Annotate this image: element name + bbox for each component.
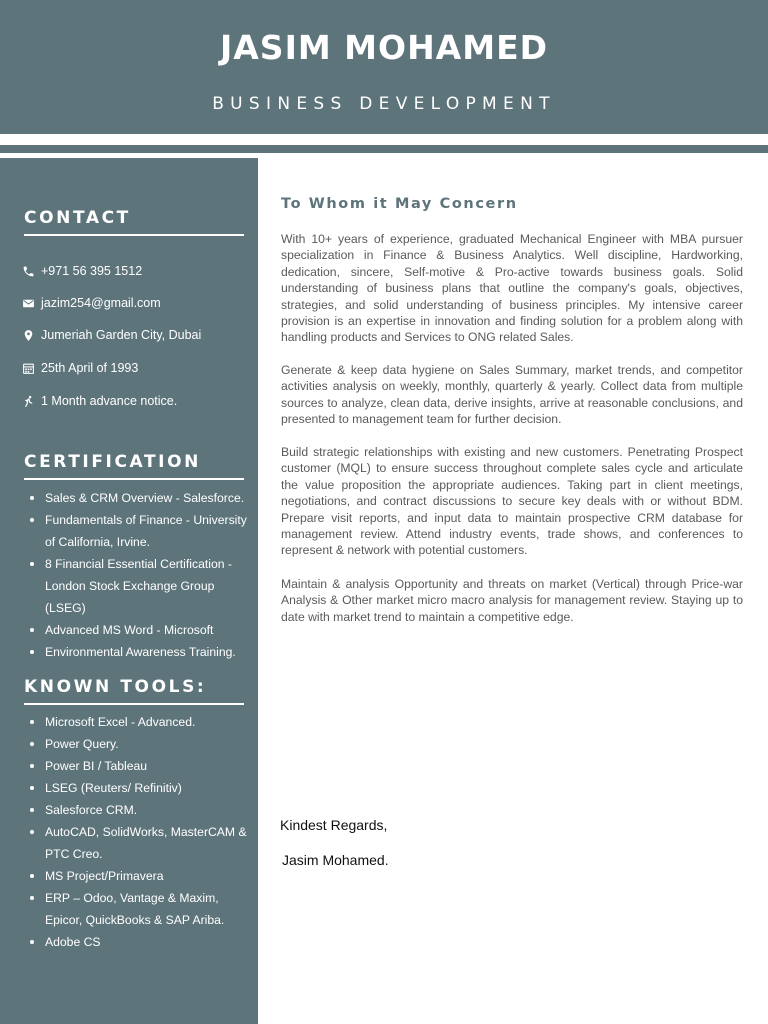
tool-item: AutoCAD, SolidWorks, MasterCAM & PTC Creo. xyxy=(28,821,254,865)
calendar-icon xyxy=(22,362,35,375)
contact-location xyxy=(22,326,252,344)
tool-item: Power Query. xyxy=(28,733,254,755)
certification-item: Advanced MS Word - Microsoft xyxy=(28,619,254,641)
letter-paragraph: Build strategic relationships with existing and new customers. Penetrating Prospect customer (MQL) to ensure success throughout complete sales cycle and articulate the value proposition the appropriate audiences. Taking part in client meetings, negotiations, and contract discussions to secure key deals with or without BDM. Prepare visit reports, and input data to maintain prospective CRM database for management review. Attend industry events, trade shows, and conferences to represent & network with potential customers. xyxy=(281,445,743,558)
tool-item: ERP – Odoo, Vantage & Maxim, Epicor, QuickBooks & SAP Ariba. xyxy=(28,887,254,931)
contact-notice-text: 1 Month advance notice. xyxy=(41,394,178,408)
contact-phone xyxy=(22,262,252,280)
phone-icon xyxy=(22,265,35,278)
contact-email-text: jazim254@gmail.com xyxy=(41,296,161,310)
tool-item: LSEG (Reuters/ Refinitiv) xyxy=(28,777,254,799)
tool-item: Power BI / Tableau xyxy=(28,755,254,777)
letter-salutation: To Whom it May Concern xyxy=(281,196,518,212)
letter-closing: Kindest Regards, xyxy=(280,817,388,833)
certification-item: Sales & CRM Overview - Salesforce. xyxy=(28,487,254,509)
contact-email xyxy=(22,294,252,312)
known-tools-list xyxy=(28,711,254,953)
certification-list xyxy=(28,487,254,663)
location-pin-icon xyxy=(22,329,35,342)
tool-item: MS Project/Primavera xyxy=(28,865,254,887)
contact-heading: CONTACT xyxy=(24,208,244,236)
contact-phone-text: +971 56 395 1512 xyxy=(41,264,143,278)
certification-heading: CERTIFICATION xyxy=(24,452,244,480)
header-divider-stripe xyxy=(0,145,768,153)
certification-item: Fundamentals of Finance - University of California, Irvine. xyxy=(28,509,254,553)
contact-birthdate-text: 25th April of 1993 xyxy=(41,361,139,375)
tool-item: Adobe CS xyxy=(28,931,254,953)
contact-birthdate xyxy=(22,359,252,377)
contact-notice-period xyxy=(22,392,252,410)
sidebar xyxy=(0,158,258,1024)
envelope-icon xyxy=(22,297,35,310)
certification-item: Environmental Awareness Training. xyxy=(28,641,254,663)
contact-location-text: Jumeriah Garden City, Dubai xyxy=(41,328,202,342)
tool-item: Microsoft Excel - Advanced. xyxy=(28,711,254,733)
tool-item: Salesforce CRM. xyxy=(28,799,254,821)
letter-paragraph: Generate & keep data hygiene on Sales Summary, market trends, and competitor activities analysis on weekly, monthly, quarterly & yearly. Collect data from multiple sources to analyze, clean data, derive insights, arrive at reasonable conclusions, and presented to management team for further decision. xyxy=(281,363,743,427)
candidate-name: JASIM MOHAMED xyxy=(219,28,548,67)
letter-paragraph: Maintain & analysis Opportunity and threats on market (Vertical) through Price-war Analysis & Other market micro macro analysis for management review. Staying up to date with market trend to maintain a competitive edge. xyxy=(281,577,743,624)
header-banner xyxy=(0,0,768,134)
job-title: BUSINESS DEVELOPMENT xyxy=(212,94,556,114)
letter-signature-name: Jasim Mohamed. xyxy=(282,852,389,868)
letter-paragraph: With 10+ years of experience, graduated Mechanical Engineer with MBA pursuer specialization in Finance & Business Analytics. Well discipline, Hardworking, dedication, sincere, Self-motive & Pro-active towards business goals. Solid understanding of business plans that outline the company's goals, objectives, strategies, and solid understanding of business principles. My intensive career provision is an expertise in innovation and finding solution for a problem along with handling products and Services to ONG related Sales. xyxy=(281,232,743,345)
known-tools-heading: KNOWN TOOLS: xyxy=(24,677,244,705)
running-person-icon xyxy=(22,395,35,408)
certification-item: 8 Financial Essential Certification - London Stock Exchange Group (LSEG) xyxy=(28,553,254,619)
